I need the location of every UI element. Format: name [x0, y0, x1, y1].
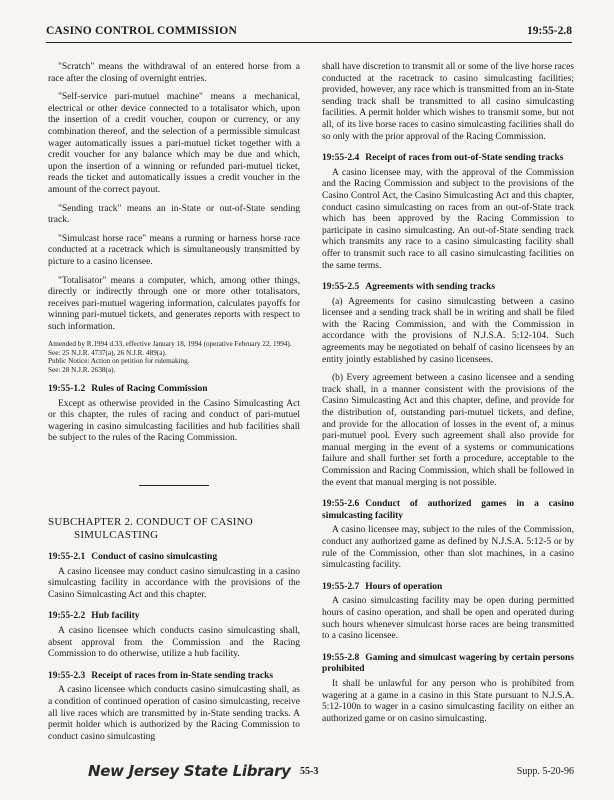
section-body: A casino licensee may conduct casino simulcasting in a casino simulcasting facility in accordance with the provisions of the Casino Simulcasting Act and this chapter.	[48, 566, 300, 600]
section-body-continued: shall have discretion to transmit all or some of the live horse races conducted at the racetrack to casino simulcasting facilities; provided, however, any race which is transmitted from an in-State sending track shall be transmitted to all casino simulcasting facilities. A permit holder which wishes to transmit some, but not all, of its live horse races to casino simulcasting facilities shall do so only with the prior approval of the Racing Commission.	[322, 62, 574, 142]
section-body: It shall be unlawful for any person who is prohibited from wagering at a game in a casino in this State pursuant to N.J.S.A. 5:12-100n to wager in a casino simulcasting facility on either an authorized game or on casino simulcasting.	[322, 678, 574, 724]
section-heading: 19:55-1.2 Rules of Racing Commission	[48, 384, 208, 395]
section-heading: 19:55-2.2 Hub facility	[48, 611, 140, 622]
section-body: A casino licensee which conducts casino simulcasting shall, absent approval from the Commission and the Racing Commission to do otherwise, utilize a hub facility.	[48, 626, 300, 660]
definition-scratch: "Scratch" means the withdrawal of an entered horse from a race after the closing of overnight entries.	[48, 62, 300, 84]
section-heading: 19:55-2.7 Hours of operation	[322, 581, 443, 592]
left-column	[48, 62, 300, 750]
section-body: A casino licensee may, with the approval of the Commission and the Racing Commission and subject to the provisions of the Casino Control Act, the Casino Simulcasting Act and this chapter, conduct casino simulcasting on races from an out-of-State track which has been approved by the Racing Commission to participate in casino simulcasting. An out-of-State sending track which transmits any race to a casino simulcasting facility shall offer to transmit such race to all casino simulcasting facilities on the same terms.	[322, 167, 574, 271]
history-note: See: 25 N.J.R. 4737(a), 26 N.J.R. 489(a).	[48, 348, 167, 357]
page-footer	[48, 758, 574, 786]
history-note: Amended by R.1994 d.33, effective January 18, 1994 (operative February 22, 1994).	[48, 340, 292, 349]
definition-totalisator: "Totalisator" means a computer, which, among other things, directly or indirectly through one or more other totalisators, receives pari-mutuel wagering information, calculates payoffs for winning pari-mutuel tickets, and generates reports with respect to such information.	[48, 275, 300, 332]
section-heading: 19:55-2.6 Conduct of authorized games in a casino simulcasting facility	[322, 499, 574, 521]
subchapter-heading: SUBCHAPTER 2. CONDUCT OF CASINO SIMULCASTING	[48, 516, 253, 542]
section-heading: 19:55-2.4 Receipt of races from out-of-State sending tracks	[322, 153, 564, 164]
library-logo: New Jersey State Library	[88, 762, 291, 780]
section-heading: 19:55-2.1 Conduct of casino simulcasting	[48, 552, 218, 563]
header-section: 19:55-2.8	[526, 25, 572, 37]
definition-simulcast-race: "Simulcast horse race" means a running or harness horse race conducted at a racetrack which is simultaneously transmitted by picture to a casino licensee.	[48, 233, 300, 267]
section-heading: 19:55-2.5 Agreements with sending tracks	[322, 282, 496, 293]
supplement-date: Supp. 5-20-96	[516, 766, 574, 777]
history-notes	[48, 340, 300, 374]
section-body: (b) Every agreement between a casino licensee and a sending track shall, in a manner consistent with the provisions of the Casino Simulcasting Act and this chapter, define, and provide for the distribution of, outstanding pari-mutuel tickets, and define, and provide for the allocation of losses in the event of, a minus pari-mutuel pool. Every such agreement shall also provide for manual merging in the event of a systems or communications failure and shall further set forth a procedure, acceptable to the Commission and Racing Commission, which shall be followed in the event that manual merging is not possible.	[322, 373, 574, 488]
section-body: A casino licensee which conducts casino simulcasting shall, as a condition of continued operation of casino simulcasting, receive all live races which are transmitted by in-State sending tracks. A permit holder which is authorized by the Racing Commission to conduct casino simulcasting	[48, 685, 300, 742]
section-body: (a) Agreements for casino simulcasting between a casino licensee and a sending track shall be in writing and shall be filed with the Racing Commission, and with the Commission in accordance with the provisions of N.J.S.A. 5:12-104. Such agreements may be negotiated on behalf of casino licensees by an entity jointly established by casino licensees.	[322, 296, 574, 365]
divider	[139, 485, 209, 486]
history-note: See: 28 N.J.R. 2638(a).	[48, 365, 116, 374]
definition-sending-track: "Sending track" means an in-State or out-of-State sending track.	[48, 203, 300, 226]
section-body: A casino licensee may, subject to the rules of the Commission, conduct any authorized game as defined by N.J.S.A. 5:12-5 or by rule of the Commission, other than slot machines, in a casino simulcasting facility.	[322, 525, 574, 571]
section-heading: 19:55-2.8 Gaming and simulcast wagering by certain persons prohibited	[322, 652, 574, 675]
definition-self-service: "Self-service pari-mutuel machine" means a mechanical, electrical or other device connected to a totalisator which, upon the insertion of a credit voucher, coupon or currency, or any combination thereof, and the selection of a permissible simulcast wager automatically issues a pari-mutuel ticket together with a credit voucher for any balance which may be due and which, upon the insertion of a winning or refunded pari-mutuel ticket, reads the ticket and automatically issues a credit voucher in the amount of the correct payout.	[48, 92, 300, 195]
page-number: 55-3	[300, 766, 319, 777]
right-column	[322, 62, 574, 732]
header-title: CASINO CONTROL COMMISSION	[46, 25, 237, 37]
section-body: Except as otherwise provided in the Casino Simulcasting Act or this chapter, the rules of racing and conduct of pari-mutuel wagering in casino simulcasting facilities and hub facilities shall be subject to the rules of the Racing Commission.	[48, 398, 300, 444]
running-header	[46, 20, 572, 43]
section-heading: 19:55-2.3 Receipt of races from in-State sending tracks	[48, 670, 274, 681]
history-note: Public Notice: Action on petition for rulemaking.	[48, 357, 190, 366]
section-body: A casino simulcasting facility may be open during permitted hours of casino operation, and shall be open and operated during such hours whenever simulcast horse races are being transmitted to a casino licensee.	[322, 596, 574, 642]
